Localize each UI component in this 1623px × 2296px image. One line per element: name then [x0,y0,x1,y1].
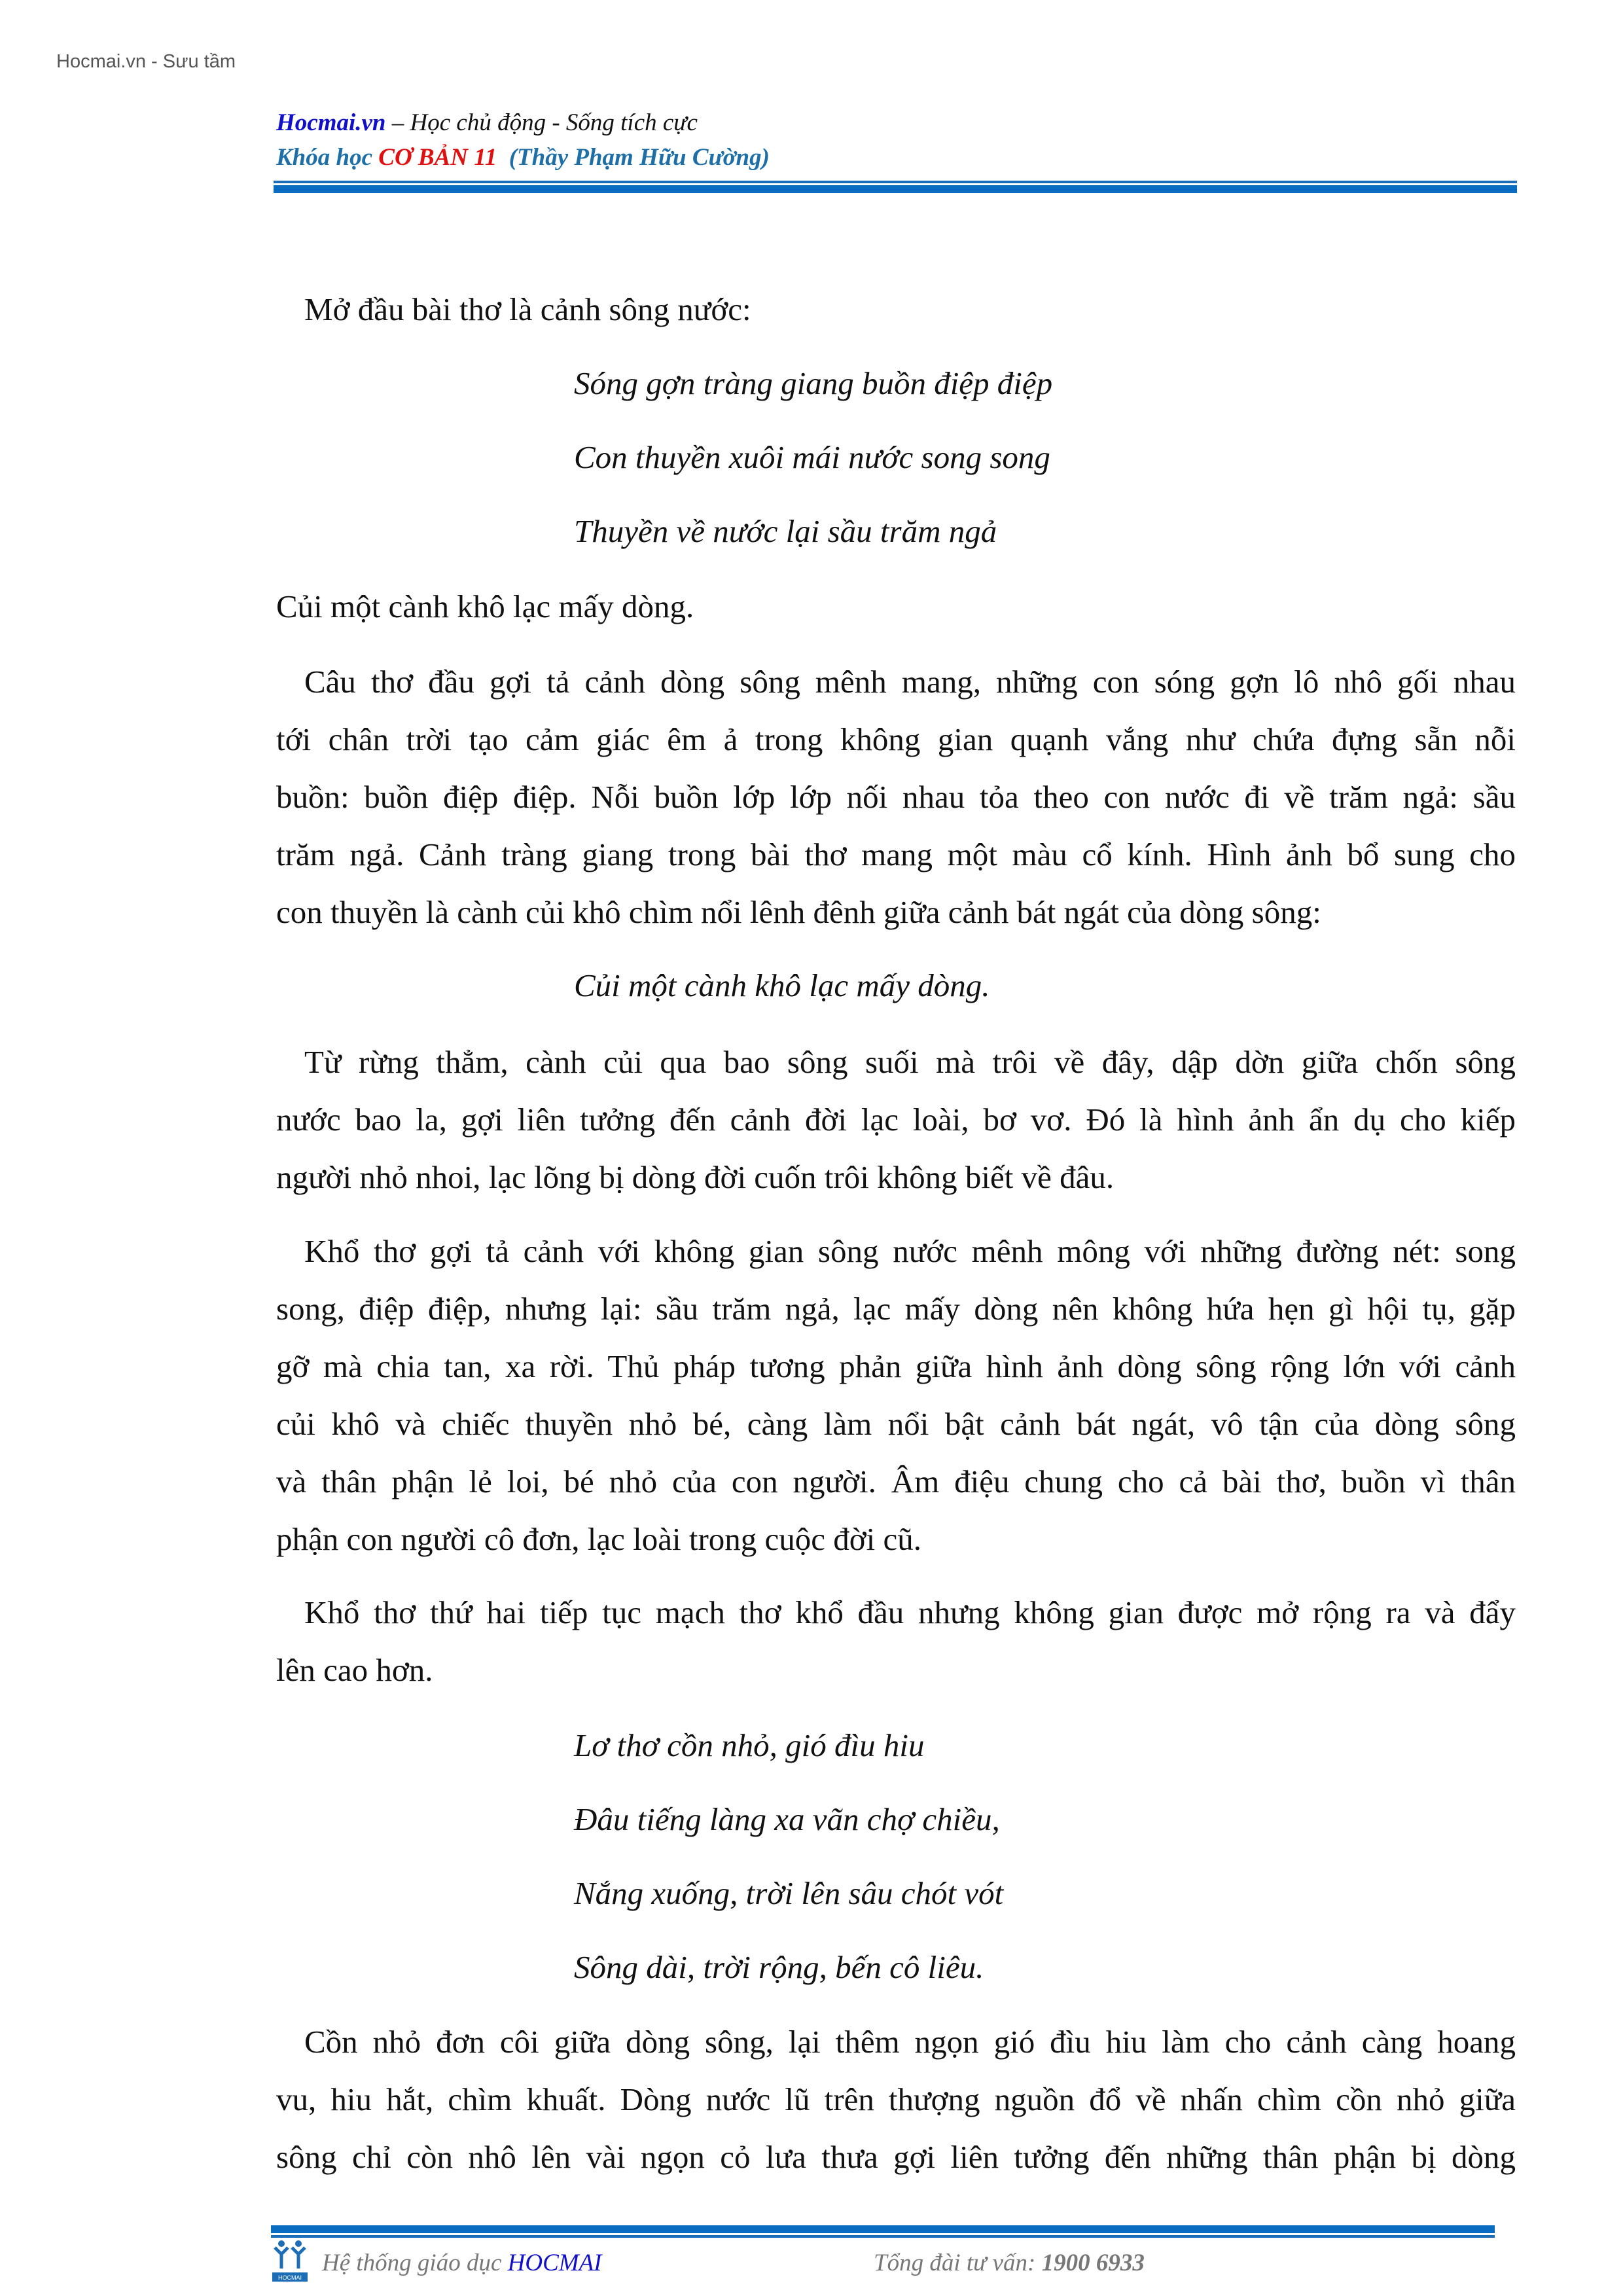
text-line: vu, hiu hắt, chìm khuất. Dòng nước lũ trên thượng nguồn đổ về nhấn chìm cồn nhỏ giữa [276,2081,1516,2117]
header-divider [274,185,1517,193]
poem-line: Sông dài, trời rộng, bến cô liêu. [574,1949,984,1985]
hotline-number: 1900 6933 [1041,2250,1145,2276]
footer-hotline [874,2249,1145,2277]
paragraph-intro [276,281,1516,338]
text-line: phận con người cô đơn, lạc loài trong cuộc đời cũ. [276,1521,922,1557]
hocmai-logo-icon [271,2238,310,2284]
text-line: Câu thơ đầu gợi tả cảnh dòng sông mênh mang, những con sóng gợn lô nhô gối nhau [304,664,1516,700]
hotline-label: Tổng đài tư vấn: [874,2250,1042,2276]
header-course-line [276,143,770,171]
brand-name: Hocmai.vn [276,109,386,136]
paragraph-2 [276,653,1516,941]
text-line: Củi một cành khô lạc mấy dòng. [276,588,694,624]
text-line: sông chỉ còn nhô lên vài ngọn cỏ lưa thưa gợi liên tưởng đến những thân phận bị dòng [276,2139,1516,2175]
text-line: con thuyền là cành củi khô chìm nổi lênh đênh giữa cảnh bát ngát của dòng sông: [276,894,1321,930]
footer-system [322,2249,602,2277]
paragraph-5 [276,1584,1516,1699]
poem-line: Thuyền về nước lại sầu trăm ngả [574,513,997,549]
poem-quote [574,957,990,1031]
poem-stanza-2 [574,1717,1003,2013]
text-line: Mở đầu bài thơ là cảnh sông nước: [304,291,751,327]
poem-line: Củi một cành khô lạc mấy dòng. [574,967,990,1003]
footer-divider-thin [271,2235,1495,2238]
paragraph-3 [276,1033,1516,1206]
text-line: củi khô và chiếc thuyền nhỏ bé, càng làm nổi bật cảnh bát ngát, vô tận của dòng sông [276,1406,1516,1442]
system-brand: HOCMAI [507,2250,602,2276]
system-label: Hệ thống giáo dục [322,2250,508,2276]
text-line: lên cao hơn. [276,1652,433,1688]
slogan: – Học chủ động - Sống tích cực [385,109,698,136]
footer-divider [271,2225,1495,2233]
text-line: nước bao la, gợi liên tưởng đến cảnh đời lạc loài, bơ vơ. Đó là hình ảnh ẩn dụ cho kiếp [276,1102,1516,1138]
text-line: gỡ mà chia tan, xa rời. Thủ pháp tương phản giữa hình ảnh dòng sông rộng lớn với cảnh [276,1348,1516,1384]
text-line: Cồn nhỏ đơn côi giữa dòng sông, lại thêm ngọn gió đìu hiu làm cho cảnh càng hoang [304,2024,1516,2060]
course-prefix: Khóa học [276,144,379,171]
poem-line: Sóng gợn tràng giang buồn điệp điệp [574,365,1053,401]
course-name: CƠ BẢN 11 [378,144,497,171]
text-line: Khổ thơ gợi tả cảnh với không gian sông nước mênh mông với những đường nét: song [304,1233,1516,1269]
teacher-name: (Thầy Phạm Hữu Cường) [508,144,770,171]
poem-line: Đâu tiếng làng xa vãn chợ chiều, [574,1801,1000,1837]
text-line: và thân phận lẻ loi, bé nhỏ của con người. Âm điệu chung cho cả bài thơ, buồn vì thân [276,1463,1516,1499]
text-line: buồn: buồn điệp điệp. Nỗi buồn lớp lớp nối nhau tỏa theo con nước đi về trăm ngả: sầu [276,779,1516,815]
text-line: Từ rừng thẳm, cành củi qua bao sông suối mà trôi về đây, dập dờn giữa chốn sông [304,1044,1516,1080]
text-line: trăm ngả. Cảnh tràng giang trong bài thơ mang một màu cổ kính. Hình ảnh bổ sung cho [276,836,1516,872]
poem-line: Con thuyền xuôi mái nước song song [574,439,1050,475]
header-slogan-line [276,109,698,137]
text-line: Khổ thơ thứ hai tiếp tục mạch thơ khổ đầu nhưng không gian được mở rộng ra và đẩy [304,1594,1516,1630]
text-line: song, điệp điệp, nhưng lại: sầu trăm ngả, lạc mấy dòng nên không hứa hẹn gì hội tụ, gặp [276,1291,1516,1327]
header-divider-thin [274,181,1517,183]
text-line: người nhỏ nhoi, lạc lõng bị dòng đời cuốn trôi không biết về đâu. [276,1159,1115,1195]
poem-line: Lơ thơ cồn nhỏ, gió đìu hiu [574,1727,925,1763]
text-line: tới chân trời tạo cảm giác êm ả trong không gian quạnh vắng như chứa đựng sẵn nỗi [276,721,1516,757]
poem-stanza-1-last-line [276,578,1516,636]
poem-line: Nắng xuống, trời lên sâu chót vót [574,1875,1004,1911]
paragraph-4 [276,1223,1516,1568]
poem-stanza-1 [574,355,1052,577]
svg-text:HOCMAI: HOCMAI [278,2274,302,2281]
paragraph-6 [276,2013,1516,2186]
source-note: Hocmai.vn - Sưu tầm [56,51,236,72]
